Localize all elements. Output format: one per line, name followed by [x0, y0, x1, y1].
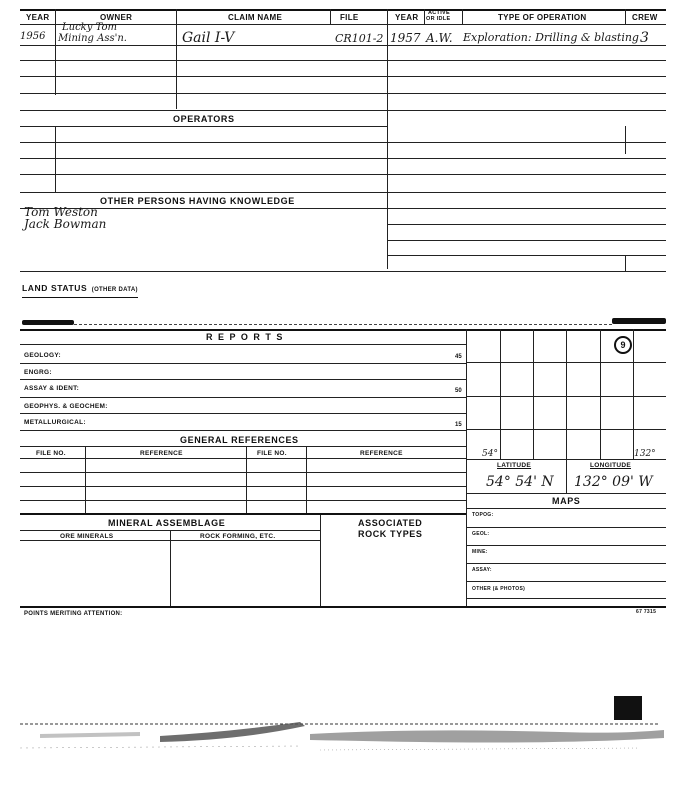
header-year: YEAR	[26, 13, 50, 22]
general-references-title: GENERAL REFERENCES	[180, 435, 299, 445]
latitude-value: 54° 54' N	[486, 474, 554, 490]
header-or-idle: OR IDLE	[426, 16, 451, 22]
rock-forming-label: ROCK FORMING, ETC.	[200, 533, 276, 540]
row1-year: 1956	[20, 31, 46, 42]
maps-other-label: OTHER (& PHOTOS)	[472, 586, 526, 592]
maps-topog-label: TOPOG:	[472, 512, 494, 518]
form-number: 67 7315	[636, 609, 657, 615]
ore-minerals-label: ORE MINERALS	[60, 533, 114, 540]
maps-geol-label: GEOL:	[472, 531, 490, 537]
header-claim-name: CLAIM NAME	[228, 13, 283, 22]
reports-engrg-label: ENGRG:	[24, 369, 52, 376]
maps-title: MAPS	[552, 496, 581, 506]
knowledge-person-1: Tom Weston	[24, 205, 98, 219]
header-active: ACTIVE	[428, 10, 450, 16]
knowledge-title: OTHER PERSONS HAVING KNOWLEDGE	[100, 196, 295, 206]
land-status-title: LAND STATUS	[22, 283, 88, 293]
header-year-2: YEAR	[395, 13, 419, 22]
longitude-value: 132° 09' W	[574, 474, 653, 490]
header-type-of-operation: TYPE OF OPERATION	[498, 13, 587, 22]
header-file: FILE	[340, 13, 359, 22]
scan-noise-strip	[0, 710, 678, 770]
land-status-subtitle: (OTHER DATA)	[91, 287, 138, 293]
grid-left-num: 54°	[482, 449, 498, 459]
reports-geology-num: 45	[455, 354, 462, 360]
longitude-label: LONGITUDE	[590, 462, 631, 469]
points-meriting-attention: POINTS MERITING ATTENTION:	[24, 611, 123, 617]
maps-assay-label: ASSAY:	[472, 567, 492, 573]
reports-title: R E P O R T S	[206, 332, 284, 342]
reports-metallurgical-num: 15	[455, 422, 462, 428]
grid-location-marker-label: 9	[620, 340, 626, 350]
row1-owner-line1: Lucky Tom	[62, 22, 117, 33]
grid-location-marker	[614, 336, 632, 354]
separator-right-mark	[612, 318, 666, 324]
reports-geology-label: GEOLOGY:	[24, 352, 61, 359]
row1-active-or-idle: A.W.	[426, 31, 453, 45]
reports-metallurgical-label: METALLURGICAL:	[24, 419, 86, 426]
ref-col-reference-2: REFERENCE	[360, 450, 403, 457]
row1-claim-name: Gail I-V	[182, 30, 235, 46]
ref-col-file-no-1: FILE NO.	[36, 450, 66, 457]
latitude-label: LATITUDE	[497, 462, 532, 469]
land-status	[22, 278, 138, 298]
mineral-assemblage-title: MINERAL ASSEMBLAGE	[108, 518, 226, 528]
ref-col-file-no-2: FILE NO.	[257, 450, 287, 457]
row1-type-of-operation: Exploration: Drilling & blasting	[463, 31, 639, 44]
grid-right-num: 132°	[634, 449, 656, 459]
operators-title: OPERATORS	[173, 114, 235, 124]
separator-left-mark	[22, 320, 74, 325]
associated-rock-types-line1: ASSOCIATED	[358, 518, 423, 528]
row1-owner-line2: Mining Ass'n.	[58, 33, 127, 44]
maps-mine-label: MINE:	[472, 549, 488, 555]
header-crew: CREW	[632, 13, 658, 22]
row1-file: CR101-2	[335, 32, 384, 45]
row1-crew: 3	[640, 30, 649, 46]
row1-year-2: 1957	[390, 31, 421, 45]
reports-assay-num: 50	[455, 388, 462, 394]
reports-geophys-label: GEOPHYS. & GEOCHEM:	[24, 403, 108, 410]
ref-col-reference-1: REFERENCE	[140, 450, 183, 457]
header-owner: OWNER	[100, 13, 133, 22]
associated-rock-types-line2: ROCK TYPES	[358, 529, 423, 539]
knowledge-person-2: Jack Bowman	[24, 217, 107, 231]
reports-assay-label: ASSAY & IDENT:	[24, 385, 80, 392]
